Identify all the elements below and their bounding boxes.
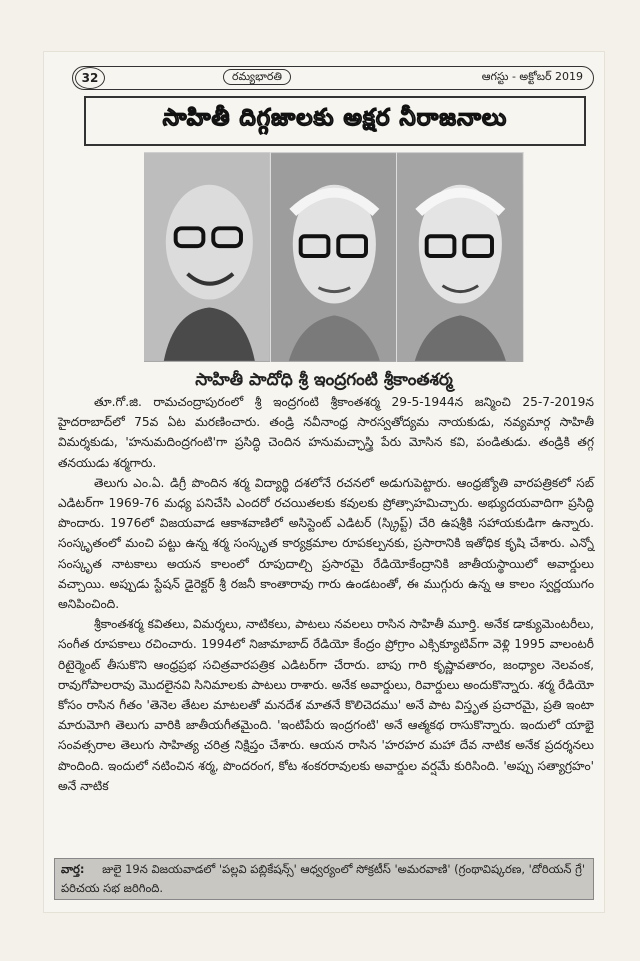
magazine-name: రమ్యభారతి — [223, 69, 291, 85]
portrait-photo-3 — [397, 152, 524, 362]
news-text: జులై 19న విజయవాడలో 'పల్లవి పబ్లికేషన్స్' ఆధ్వర్యంలో సోక్రటీస్ 'అమరవాణి' (గ్రంథావిష్కరణ, 'దోరియన్ గ్రే' పరిచయ సభ జరిగింది. — [61, 862, 586, 895]
portrait-man-glasses-icon — [397, 152, 523, 362]
page-header — [72, 66, 594, 90]
paragraph: తెలుగు ఎం.ఏ. డిగ్రీ పొందిన శర్మ విద్యార్థి దశలోనే రచనలో అడుగుపెట్టారు. ఆంధ్రజ్యోతి వారపత్రికలో సబ్ ఎడిటర్‌గా 1969-76 మధ్య పనిచేసి ఎందరో రచయితలకు కవులకు ప్రోత్సాహమిచ్చారు. అభ్యుదయవాదిగా ప్రసిద్ధి పొందారు. 1976లో విజయవాడ ఆకాశవాణిలో అసిస్టెంట్ ఎడిటర్ (స్క్రిప్ట్) చేరి ఉషశ్రీకి సహాయకుడిగా ఉన్నారు. సంస్కృతంలో మంచి పట్టు ఉన్న శర్మ సంస్కృత కార్యక్రమాల రూపకల్పనకు, ప్రసారానికి ఇతోధిక కృషి చేశారు. ఎన్నో సంస్కృత నాటకాలు అయన కాలంలో రూపుదాల్చి ప్రసారమై రేడియోకేంద్రానికి జాతీయస్థాయిలో అవార్డులు వచ్చాయి. అప్పుడు స్టేషన్ డైరెక్టర్ శ్రీ రజనీ కాంతారావు గారు ఉండటంతో, ఈ ముగ్గురు ఉన్న ఆ కాలం స్వర్ణయుగం అనిపించింది. — [58, 475, 594, 612]
article-subheading: సాహితీ పాదోధి శ్రీ ఇంద్రగంటి శ్రీకాంతశర్మ — [195, 370, 453, 390]
news-label: వార్త: — [61, 862, 85, 876]
magazine-page — [44, 52, 604, 912]
paragraph: శ్రీకాంతశర్మ కవితలు, విమర్శలు, నాటికలు, పాటలు నవలలు రాసిన సాహితీ మూర్తి. అనేక డాక్యుమెంటరీలు, సంగీత రూపకాలు రచించారు. 1994లో నిజామాబాద్ రేడియో కేంద్రం ప్రోగ్రాం ఎక్సిక్యూటివ్‌గా వెళ్లి 1995 వాలంటరీ రిటైర్మెంట్ తీసుకొని ఆంధ్రప్రభ సచిత్రవారపత్రిక ఎడిటర్‌గా చేరారు. బాపు గారి కృష్ణావతారం, జంధ్యాల నెలవంక, రావుగోపాలరావు మొదలైనవి సినిమాలకు పాటలు రాశారు. అనేక అవార్డులు, రివార్డులు అందుకొన్నారు. శర్మ రేడియో కోసం రాసిన గీతం 'తెనెల తేటల మాటలతో మనదేశ మాతనే కొలిచెదము' అనే పాట విస్తృత ప్రచారమై, ప్రతి ఇంటా మారుమోగి తెలుగు వారికి జాతీయగీతమైంది. 'ఇంటిపేరు ఇంద్రగంటి' అనే ఆత్మకథ రాసుకొన్నారు. ఇందులో యాభై సంవత్సరాల తెలుగు సాహిత్య చరిత్ర నిక్షిప్తం చేశారు. ఆయన రాసిన 'హరహర మహా దేవ నాటిక అనేక ప్రదర్శనలు పొందింది. ఇందులో నటించిన శర్మ, పొందరంగ, కోట శంకరరావులకు అవార్డుల వర్షమే కురిసింది. 'అప్పు సత్యాగ్రహం' అనే నాటిక — [58, 617, 594, 793]
portrait-photo-1 — [144, 152, 271, 362]
portrait-man-glasses-icon — [271, 152, 397, 362]
portrait-smiling-man-icon — [144, 152, 270, 362]
paragraph: తూ.గో.జి. రామచంద్రాపురంలో శ్రీ ఇంద్రగంటి శ్రీకాంతశర్మ 29-5-1944న జన్మించి 25-7-2019న హైదరాబాద్‌లో 75వ ఏట మరణించారు. తండ్రి నవీనాంధ్ర సారస్వతోద్యమ నాయకుడు, నవ్యమార్గ సాహితీ విమర్శకుడు, 'హనుమదింద్రగంటి'గా ప్రసిద్ధి చెందిన హనుమచ్ఛాస్త్రి పేరు మోసిన కవి, పండితుడు. తండ్రికి తగ్గ తనయుడు శర్మగారు. — [58, 395, 594, 470]
article-title-box — [84, 96, 586, 146]
page-number: 32 — [75, 67, 105, 89]
photo-strip — [144, 152, 524, 362]
issue-date: ఆగస్టు - అక్టోబర్ 2019 — [481, 70, 583, 83]
portrait-photo-2 — [271, 152, 398, 362]
article-title: సాహితీ దిగ్గజాలకు అక్షర నీరాజనాలు — [162, 105, 508, 131]
news-box — [54, 858, 594, 900]
article-body — [58, 392, 594, 796]
